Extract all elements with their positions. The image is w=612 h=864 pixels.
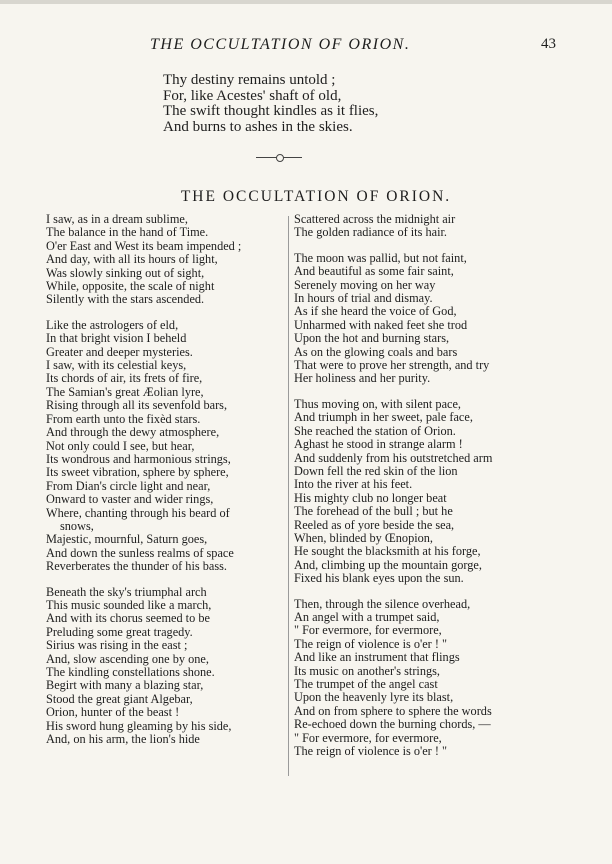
stanza: [294, 213, 570, 240]
verse-line: Was slowly sinking out of sight,: [46, 265, 205, 280]
verse-line: Majestic, mournful, Saturn goes,: [46, 532, 208, 547]
verse-line: Fixed his blank eyes upon the sun.: [294, 571, 464, 586]
verse-line: Its music on another's strings,: [294, 663, 441, 678]
verse-line: He sought the blacksmith at his forge,: [294, 544, 481, 559]
epigraph-stanza: [163, 73, 493, 135]
verse-line: The golden radiance of its hair.: [294, 225, 447, 240]
verse-line: Its sweet vibration, sphere by sphere,: [46, 465, 229, 480]
column-divider: [288, 216, 289, 776]
verse-line: When, blinded by Œnopion,: [294, 530, 434, 545]
verse-line: Upon the heavenly lyre its blast,: [294, 690, 454, 705]
verse-line: And beautiful as some fair saint,: [294, 264, 454, 279]
verse-line: I saw, with its celestial keys,: [46, 358, 187, 373]
verse-line: She reached the station of Orion.: [294, 423, 456, 438]
verse-line: An angel with a trumpet said,: [294, 609, 440, 624]
verse-line: Orion, hunter of the beast !: [46, 705, 180, 720]
verse-line: Reeled as of yore beside the sea,: [294, 517, 455, 532]
poem-title: THE OCCULTATION OF ORION.: [180, 188, 452, 205]
verse-line: Scattered across the midnight air: [294, 212, 456, 226]
verse-line: Greater and deeper mysteries.: [46, 344, 193, 359]
verse-line: And day, with all its hours of light,: [46, 252, 218, 267]
verse-line: Rising through all its sevenfold bars,: [46, 398, 228, 413]
verse-line: This music sounded like a march,: [46, 597, 212, 612]
verse-line: And, climbing up the mountain gorge,: [294, 557, 482, 572]
verse-line: Silently with the stars ascended.: [46, 292, 205, 307]
verse-line: Unharmed with naked feet she trod: [294, 317, 468, 332]
section-divider-ornament: [276, 154, 284, 162]
verse-line: And, slow ascending one by one,: [46, 651, 209, 666]
verse-line: As if she heard the voice of God,: [294, 304, 457, 319]
running-head: [0, 36, 612, 56]
verse-line: Re-echoed down the burning chords, —: [294, 717, 491, 732]
epigraph-line: For, like Acestes' shaft of old,: [163, 87, 342, 104]
verse-line: Thus moving on, with silent pace,: [294, 396, 462, 411]
left-column: [46, 213, 286, 758]
epigraph-line: Thy destiny remains untold ;: [163, 72, 336, 88]
verse-line: Into the river at his feet.: [294, 477, 413, 492]
verse-line: Then, through the silence overhead,: [294, 596, 471, 611]
verse-line: " For evermore, for evermore,: [294, 623, 442, 638]
verse-line: And through the dewy atmosphere,: [46, 425, 220, 440]
verse-line: Serenely moving on her way: [294, 277, 436, 292]
verse-line: And suddenly from his outstretched arm: [294, 450, 493, 465]
scan-border: [0, 0, 612, 4]
verse-line: Aghast he stood in strange alarm !: [294, 437, 463, 452]
verse-line: From Dian's circle light and near,: [46, 478, 211, 493]
verse-line: Onward to vaster and wider rings,: [46, 492, 214, 507]
verse-line: The balance in the hand of Time.: [46, 225, 209, 240]
verse-line: Begirt with many a blazing star,: [46, 678, 204, 693]
verse-line: And down the sunless realms of space: [46, 545, 234, 560]
verse-line: The trumpet of the angel cast: [294, 677, 438, 691]
verse-line: And with its chorus seemed to be: [46, 611, 210, 626]
verse-line: Sirius was rising in the east ;: [46, 638, 188, 653]
verse-line: And like an instrument that flings: [294, 650, 460, 665]
stanza: [294, 252, 570, 386]
stanza: [46, 586, 286, 747]
verse-line: In hours of trial and dismay.: [294, 291, 433, 306]
verse-line: The forehead of the bull ; but he: [294, 504, 453, 519]
epigraph-line: The swift thought kindles as it flies,: [163, 103, 379, 120]
verse-line: And on from sphere to sphere the words: [294, 703, 492, 718]
verse-line: While, opposite, the scale of night: [46, 279, 215, 294]
verse-line: Her holiness and her purity.: [294, 371, 431, 386]
verse-line: The moon was pallid, but not faint,: [294, 250, 467, 265]
verse-line: Like the astrologers of eld,: [46, 317, 179, 332]
verse-line: Its chords of air, its frets of fire,: [46, 371, 203, 386]
verse-line: Reverberates the thunder of his bass.: [46, 559, 227, 574]
verse-line: And, on his arm, the lion's hide: [46, 732, 200, 747]
verse-line: Upon the hot and burning stars,: [294, 331, 450, 346]
stanza: [294, 398, 570, 586]
verse-line: Preluding some great tragedy.: [46, 624, 193, 639]
verse-line: Beneath the sky's triumphal arch: [46, 584, 207, 599]
verse-line: In that bright vision I beheld: [46, 331, 187, 346]
stanza: [46, 319, 286, 574]
verse-line: The Samian's great Æolian lyre,: [46, 384, 204, 399]
verse-line: From earth unto the fixèd stars.: [46, 411, 201, 426]
right-column: [294, 213, 570, 770]
verse-line: Down fell the red skin of the lion: [294, 463, 458, 478]
verse-line: The reign of violence is o'er ! ": [294, 636, 448, 651]
verse-line: Not only could I see, but hear,: [46, 438, 195, 453]
verse-line: " For evermore, for evermore,: [294, 730, 442, 745]
page-number: 43: [541, 36, 556, 52]
verse-line: Stood the great giant Algebar,: [46, 691, 193, 706]
verse-line: The reign of violence is o'er ! ": [294, 744, 448, 759]
verse-line: O'er East and West its beam impended ;: [46, 238, 242, 253]
verse-line: Its wondrous and harmonious strings,: [46, 451, 231, 466]
verse-line: His mighty club no longer beat: [294, 490, 447, 505]
verse-line: As on the glowing coals and bars: [294, 344, 458, 359]
stanza: [46, 213, 286, 307]
epigraph-line: And burns to ashes in the skies.: [163, 118, 353, 135]
verse-line: And triumph in her sweet, pale face,: [294, 410, 473, 425]
verse-line: Where, chanting through his beard of: [46, 505, 230, 520]
stanza: [294, 598, 570, 759]
verse-line: His sword hung gleaming by his side,: [46, 718, 232, 733]
verse-line: That were to prove her strength, and try: [294, 358, 490, 373]
verse-line: I saw, as in a dream sublime,: [46, 212, 188, 226]
verse-line: snows,: [60, 518, 94, 533]
verse-line: The kindling constellations shone.: [46, 665, 215, 679]
running-title: THE OCCULTATION OF ORION.: [150, 36, 411, 53]
